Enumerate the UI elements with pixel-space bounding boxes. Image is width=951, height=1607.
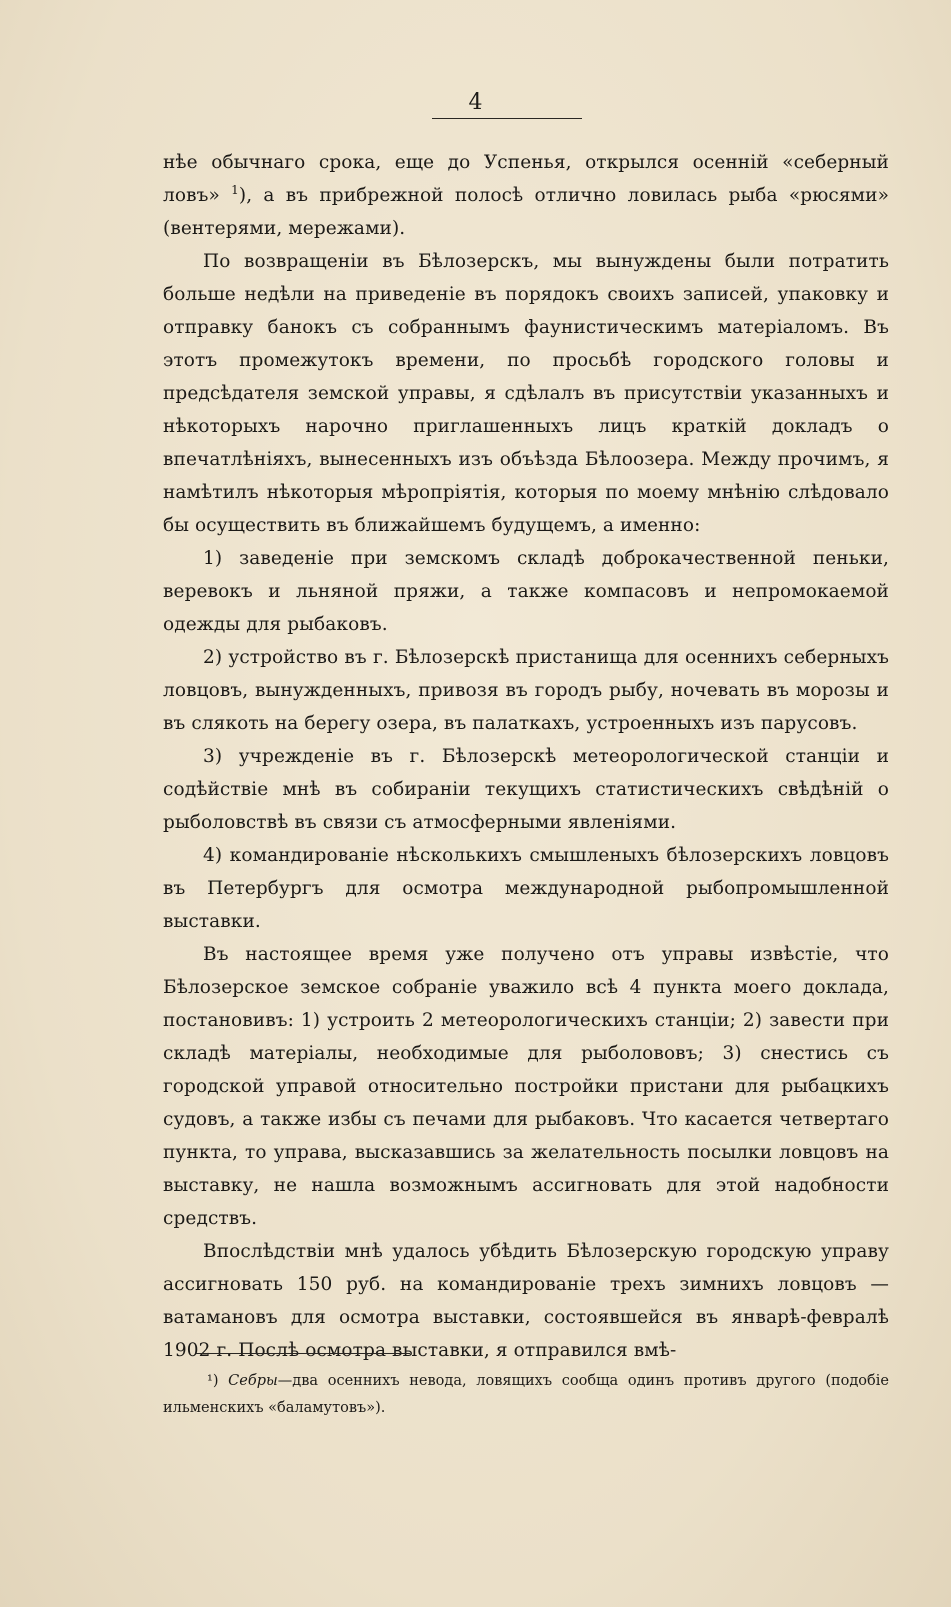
paragraph-7: Въ настоящее время уже получено отъ управы извѣстіе, что Бѣлозерское земское собраніе уважило всѣ 4 пункта моего доклада, постановивъ: 1) устроить 2 метеорологическихъ станціи; 2) завести при складѣ матеріалы, необходимые для рыболововъ; 3) снестись съ городской управой относительно постройки пристани для рыбацкихъ судовъ, а также избы съ печами для рыбаковъ. Что касается четвертаго пункта, то управа, высказавшись за желательность посылки ловцовъ на выставку, не нашла возможнымъ ассигновать для этой надобности средствъ. — [163, 944, 889, 1229]
footnote-definition: —два осеннихъ невода, ловящихъ сообща одинъ противъ другого (подобіе ильменскихъ «баламутовъ»). — [163, 1373, 889, 1416]
paragraph-1-text-b: ), а въ прибрежной полосѣ отлично ловилась рыба «рюсями» (вентерями, мережами). — [163, 185, 889, 239]
paragraph-2: По возвращеніи въ Бѣлозерскъ, мы вынуждены были потратить больше недѣли на приведеніе въ порядокъ своихъ записей, упаковку и отправку банокъ съ собраннымъ фаунистическимъ матеріаломъ. Въ этотъ промежутокъ времени, по просьбѣ городского головы и предсѣдателя земской управы, я сдѣлалъ въ присутствіи указанныхъ и нѣкоторыхъ нарочно приглашенныхъ лицъ краткій докладъ о впечатлѣніяхъ, вынесенныхъ изъ объѣзда Бѣлоозера. Между прочимъ, я намѣтилъ нѣкоторыя мѣропріятія, которыя по моему мнѣнію слѣдовало бы осуществить въ ближайшемъ будущемъ, а именно: — [163, 251, 889, 536]
page-number: 4 — [468, 90, 483, 115]
body-text — [163, 146, 889, 1367]
list-item-1: 1) заведеніе при земскомъ складѣ доброкачественной пеньки, веревокъ и льняной пряжи, а также компасовъ и непромокаемой одежды для рыбаковъ. — [163, 548, 889, 635]
list-item-4: 4) командированіе нѣсколькихъ смышленыхъ бѣлозерскихъ ловцовъ въ Петербургъ для осмотра международной рыбопромышленной выставки. — [163, 845, 889, 932]
paragraph-8: Впослѣдствіи мнѣ удалось убѣдить Бѣлозерскую городскую управу ассигновать 150 руб. на командированіе трехъ зимнихъ ловцовъ — ватамановъ для осмотра выставки, состоявшейся въ январѣ-февралѣ 1902 г. Послѣ осмотра выставки, я отправился вмѣ- — [163, 1241, 889, 1361]
paragraph-1 — [163, 146, 889, 245]
footnote — [163, 1368, 889, 1422]
footnote-rule — [196, 1353, 410, 1354]
footnote-text — [163, 1368, 889, 1422]
list-item-3: 3) учрежденіе въ г. Бѣлозерскѣ метеорологической станціи и содѣйствіе мнѣ въ собираніи текущихъ статистическихъ свѣдѣній о рыболовствѣ въ связи съ атмосферными явленіями. — [163, 746, 889, 833]
list-item-2: 2) устройство въ г. Бѣлозерскѣ пристанища для осеннихъ себерныхъ ловцовъ, вынужденныхъ, привозя въ городъ рыбу, ночевать въ морозы и въ слякоть на берегу озера, въ палаткахъ, устроенныхъ изъ парусовъ. — [163, 647, 889, 734]
footnote-term: Себры — [228, 1373, 278, 1389]
footnote-marker: ¹) — [207, 1373, 229, 1389]
paragraph-1-text-a: нѣе обычнаго срока, еще до Успенья, открылся осенній «себерный ловъ» — [163, 152, 889, 206]
header-rule — [432, 118, 582, 119]
footnote-reference: 1 — [231, 182, 239, 197]
